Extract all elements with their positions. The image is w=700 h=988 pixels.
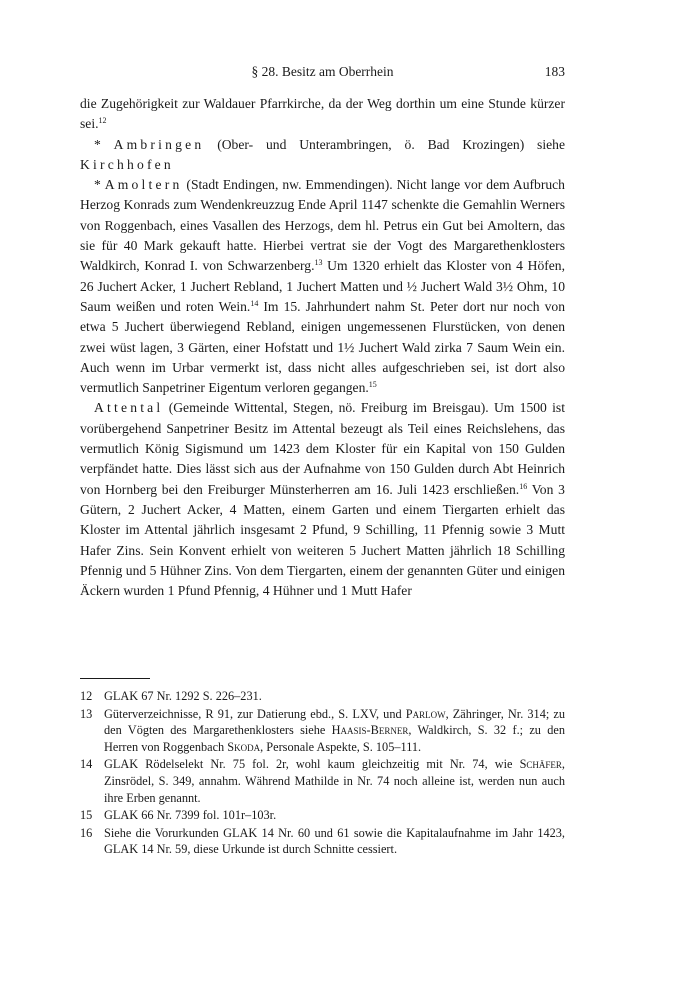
running-head: § 28. Besitz am Oberrhein (251, 64, 394, 79)
entry-marker: * (94, 177, 105, 193)
place-name: Attental (94, 400, 164, 416)
entry-amoltern: * Amoltern (Stadt Endingen, nw. Emmendingen). Nicht lange vor dem Aufbruch Herzog Konrads zum Wendenkreuzzug Ende April 1147 schenkte die Gemahlin Werners von Roggenbach, eines Vasallen des Herzogs, dem hl. Petrus ein Gut bei Amoltern, das sie für 40 Mark gekauft hatte. Hierbei vertrat sie der Vogt des Margarethenklosters Waldkirch, Konrad I. von Schwarzenberg.$^{13}$ Um 1320 erhielt das Kloster von 4 Höfen, 26 Juchert Acker, 1 Juchert Rebland, 1 Juchert Matten und ½ Juchert Wald 3½ Ohm, 10 Saum weißen und roten Wein.$^{14}$ Im 15. Jahrhundert nahm St. Peter dort nur noch von etwa 5 Juchert überwiegend Rebland, einigen ungemessenen Flurstücken, von denen zwei wüst lagen, 3 Gärten, einer Hofstatt und 1½ Juchert Wald zirka 7 Saum Wein ein. Auch wenn im Urbar vermerkt ist, dass nicht alles aufgeschrieben sei, ist dort also vermutlich Sanpetriner Eigentum verloren gegangen.$^{15}$ (80, 177, 565, 396)
author-name: Haasis-Berner (331, 723, 409, 738)
footnote-number: 14 (80, 757, 93, 772)
footnote-16 (80, 825, 565, 858)
author-name: Schäfer (519, 757, 562, 772)
author-name: Parlow (405, 706, 446, 721)
entry-attental: Attental (Gemeinde Wittental, Stegen, nö. Freiburg im Breisgau). Um 1500 ist vorübergehend Sanpetriner Besitz im Attental bezeugt als Teil eines Reichslehens, das vermutlich König Sigismund um 1423 dem Kloster für ein Kapital von 150 Gulden verpfändet hatte. Dies lässt sich aus der Aufnahme von 150 Gulden durch Abt Heinrich von Hornberg bei den Freiburger Münsterherren am 16. Juli 1423 erschließen.$^{16}$ Von 3 Gütern, 2 Juchert Acker, 4 Matten, einem Garten und einem Tiergarten erhielt das Kloster im Attental jährlich insgesamt 2 Pfund, 9 Schilling, 11 Pfennig sowie 3 Mutt Hafer Zins. Sein Konvent erhielt von weiteren 5 Juchert Matten jährlich 18 Schilling Pfennig und 5 Hühner Zins. Von dem Tiergarten, einem der genannten Güter und einigen Äckern wurden 1 Pfund Pfennig, 4 Hühner und 1 Mutt Hafer (80, 400, 565, 599)
footnote-text: Siehe die Vorurkunden GLAK 14 Nr. 60 und 61 sowie die Kapitalaufnahme im Jahr 1423, GLAK 14 Nr. 59, diese Urkunde ist durch Schnitte cessiert. (104, 825, 565, 857)
entry-marker: * (94, 136, 114, 152)
footnote-13 (80, 706, 565, 756)
footnote-ref-14: 14 (250, 298, 259, 308)
paragraph-1: die Zugehörigkeit zur Waldauer Pfarrkirche, da der Weg dorthin um eine Stunde kürzer sei.$^{12}$ (80, 96, 565, 132)
footnote-14 (80, 756, 565, 806)
page-number: 183 (544, 64, 565, 79)
footnote-15 (80, 807, 565, 824)
entry-ambringen: * Ambringen (Ober- und Unterambringen, ö. Bad Krozingen) siehe Kirchhofen (80, 136, 565, 172)
footnote-text: GLAK 66 Nr. 7399 fol. 101r–103r. (104, 808, 277, 823)
footnote-12 (80, 688, 565, 705)
author-name: Skoda (227, 739, 261, 754)
footnote-divider (80, 678, 150, 679)
page-header (80, 64, 565, 84)
footnote-ref-15: 15 (368, 380, 377, 390)
footnotes (80, 688, 565, 859)
footnote-text: GLAK Rödelselekt Nr. 75 fol. 2r, wohl kaum gleichzeitig mit Nr. 74, wie Schäfer, Zinsrödel, S. 349, annahm. Während Mathilde in Nr. 74 noch alleine ist, werden nun auch ihre Erben genannt. (104, 757, 565, 805)
footnote-ref-12: 12 (98, 116, 107, 126)
footnote-number: 12 (80, 689, 93, 703)
footnote-ref-13: 13 (314, 258, 323, 268)
body-text (80, 94, 565, 601)
place-name: Ambringen (113, 136, 205, 152)
footnote-number: 13 (80, 706, 93, 721)
footnote-text: Güterverzeichnisse, R 91, zur Datierung ebd., S. LXV, und Parlow, Zähringer, Nr. 314; zu den Vögten des Margarethenklosters siehe Haasis-Berner, Waldkirch, S. 32 f.; zu den Herren von Roggenbach Skoda, Personale Aspekte, S. 105–111. (104, 706, 565, 754)
footnote-ref-16: 16 (519, 481, 528, 491)
cross-reference: Kirchhofen (80, 156, 174, 172)
footnote-number: 16 (80, 825, 93, 840)
footnote-text: GLAK 67 Nr. 1292 S. 226–231. (104, 689, 262, 703)
place-name: Amoltern (104, 177, 183, 193)
footnote-number: 15 (80, 808, 93, 823)
